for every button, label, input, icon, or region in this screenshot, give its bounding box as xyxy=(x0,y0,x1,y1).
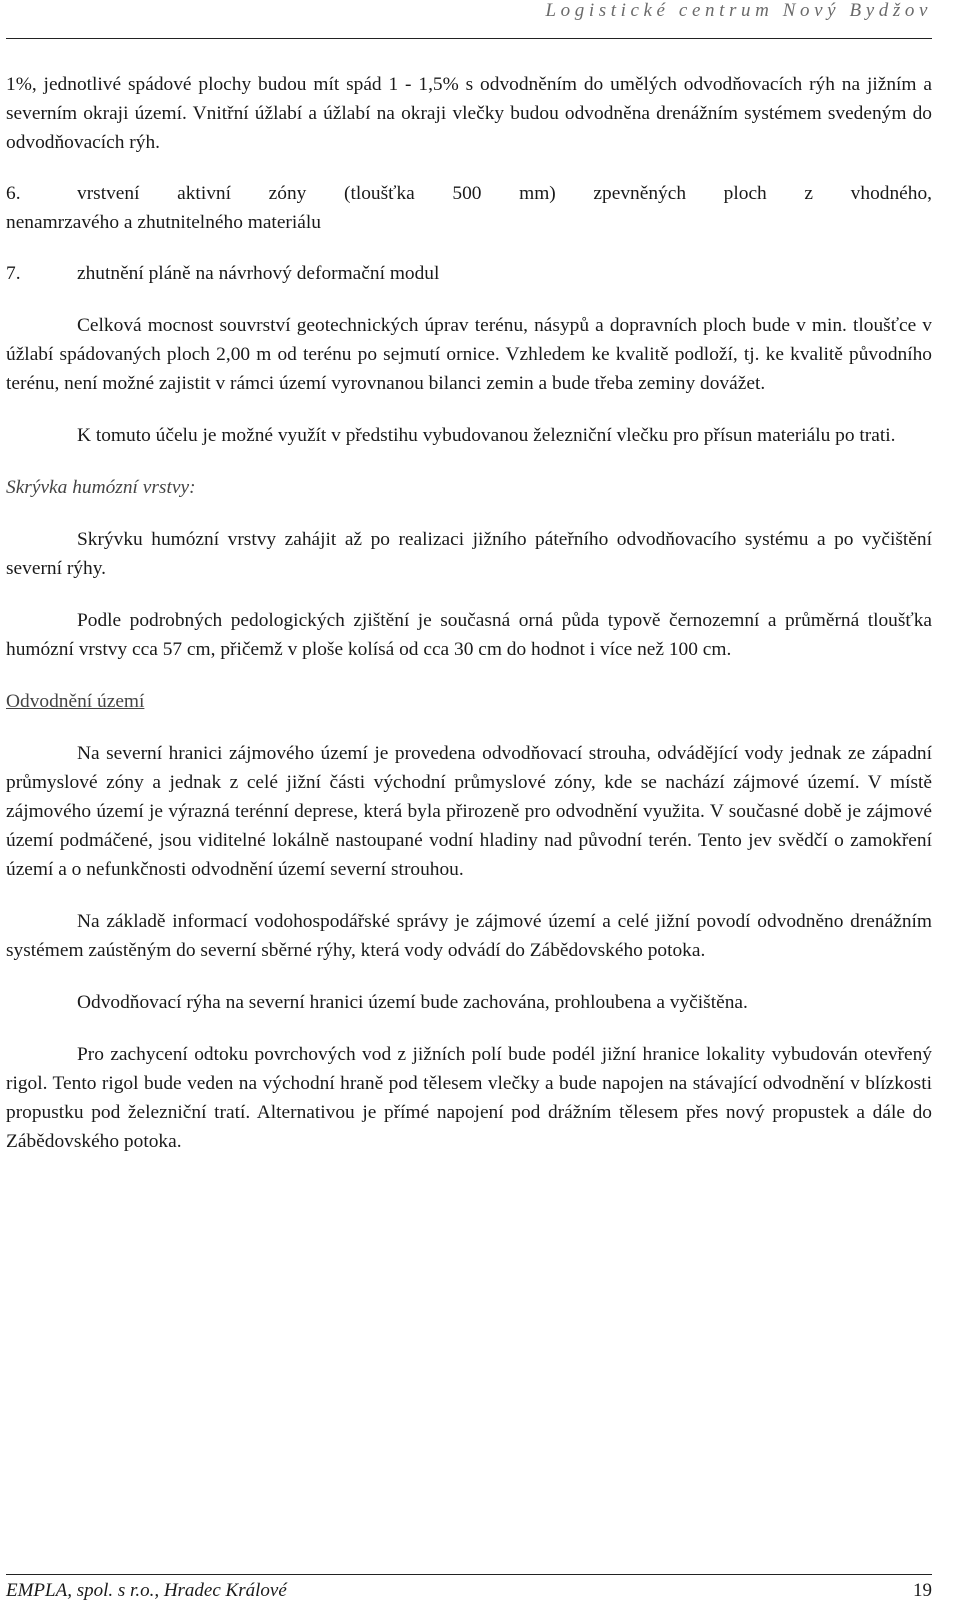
list-item-6 xyxy=(6,179,932,237)
paragraph-odvodnovaci: Odvodňovací rýha na severní hranici území bude zachována, prohloubena a vyčištěna. xyxy=(77,992,748,1013)
list-item-text-continued: nenamrzavého a zhutnitelného materiálu xyxy=(6,212,321,233)
header-rule xyxy=(6,38,932,39)
footer-rule xyxy=(6,1574,932,1575)
paragraph-celkova: Celková mocnost souvrství geotechnických úprav terénu, násypů a dopravních ploch bude v min. tloušťce v úžlabí spádovaných ploch 2,00 m od terénu po sejmutí ornice. Vzhledem ke kvalitě podloží, tj. ke kvalitě původního terénu, není možné zajistit v rámci území vyrovnanou bilanci zemin a bude třeba zeminy dovážet. xyxy=(6,315,932,394)
list-item-7 xyxy=(6,259,932,288)
paragraph-skryvku: Skrývku humózní vrstvy zahájit až po realizaci jižního páteřního odvodňovacího systému a po vyčištění severní rýhy. xyxy=(6,529,932,579)
paragraph-intro: 1%, jednotlivé spádové plochy budou mít spád 1 - 1,5% s odvodněním do umělých odvodňovacích rýh na jižním a severním okraji území. Vnitřní úžlabí a úžlabí na okraji vlečky budou odvodněna drenážním systémem svedeným do odvodňovacích rýh. xyxy=(6,74,932,153)
paragraph-na-severni: Na severní hranici zájmového území je provedena odvodňovací strouha, odvádějící vody jednak ze západní průmyslové zóny a jednak z celé jižní části východní průmyslové zóny, kde se nachází zájmové území. V místě zájmového území je výrazná terénní deprese, která byla přirozeně pro odvodnění využita. V současné době je zájmové území podmáčené, jsou viditelné lokálně nastoupané vodní hladiny nad původní terén. Tento jev svědčí o zamokření území a o nefunkčnosti odvodnění území severní strouhou. xyxy=(6,743,932,880)
document-body xyxy=(6,70,932,1156)
list-item-number: 6. xyxy=(6,183,21,204)
page-footer xyxy=(6,1574,932,1614)
paragraph-na-zaklade: Na základě informací vodohospodářské správy je zájmové území a celé jižní povodí odvodněno drenážním systémem zaústěným do severní sběrné rýhy, která vody odvádí do Zábědovského potoka. xyxy=(6,911,932,961)
footer-company: EMPLA, spol. s r.o., Hradec Králové xyxy=(6,1580,287,1601)
subheading-odvodneni: Odvodnění území xyxy=(6,691,145,712)
paragraph-podle: Podle podrobných pedologických zjištění je současná orná půda typově černozemní a průměrná tloušťka humózní vrstvy cca 57 cm, přičemž v ploše kolísá od cca 30 cm do hodnot i více než 100 cm. xyxy=(6,610,932,660)
page-number: 19 xyxy=(913,1580,932,1601)
list-item-number: 7. xyxy=(6,263,21,284)
list-item-text: zhutnění pláně na návrhový deformační modul xyxy=(77,263,440,284)
page-header xyxy=(6,0,932,40)
subheading-odvodneni-wrap xyxy=(6,687,932,716)
list-item-text: vrstvení aktivní zóny (tloušťka 500 mm) zpevněných ploch z vhodného, xyxy=(77,183,932,204)
paragraph-pro-zachyceni: Pro zachycení odtoku povrchových vod z jižních polí bude podél jižní hranice lokality vybudován otevřený rigol. Tento rigol bude veden na východní hraně pod tělesem vlečky a bude napojen na stávající odvodnění v blízkosti propustku pod železniční tratí. Alternativou je přímé napojení pod drážním tělesem přes nový propustek a dále do Zábědovského potoka. xyxy=(6,1044,932,1152)
subheading-skryvka: Skrývka humózní vrstvy: xyxy=(6,477,196,498)
paragraph-tomuto: K tomuto účelu je možné využít v předstihu vybudovanou železniční vlečku pro přísun materiálu po trati. xyxy=(77,425,896,446)
header-title: Logistické centrum Nový Bydžov xyxy=(545,0,932,21)
